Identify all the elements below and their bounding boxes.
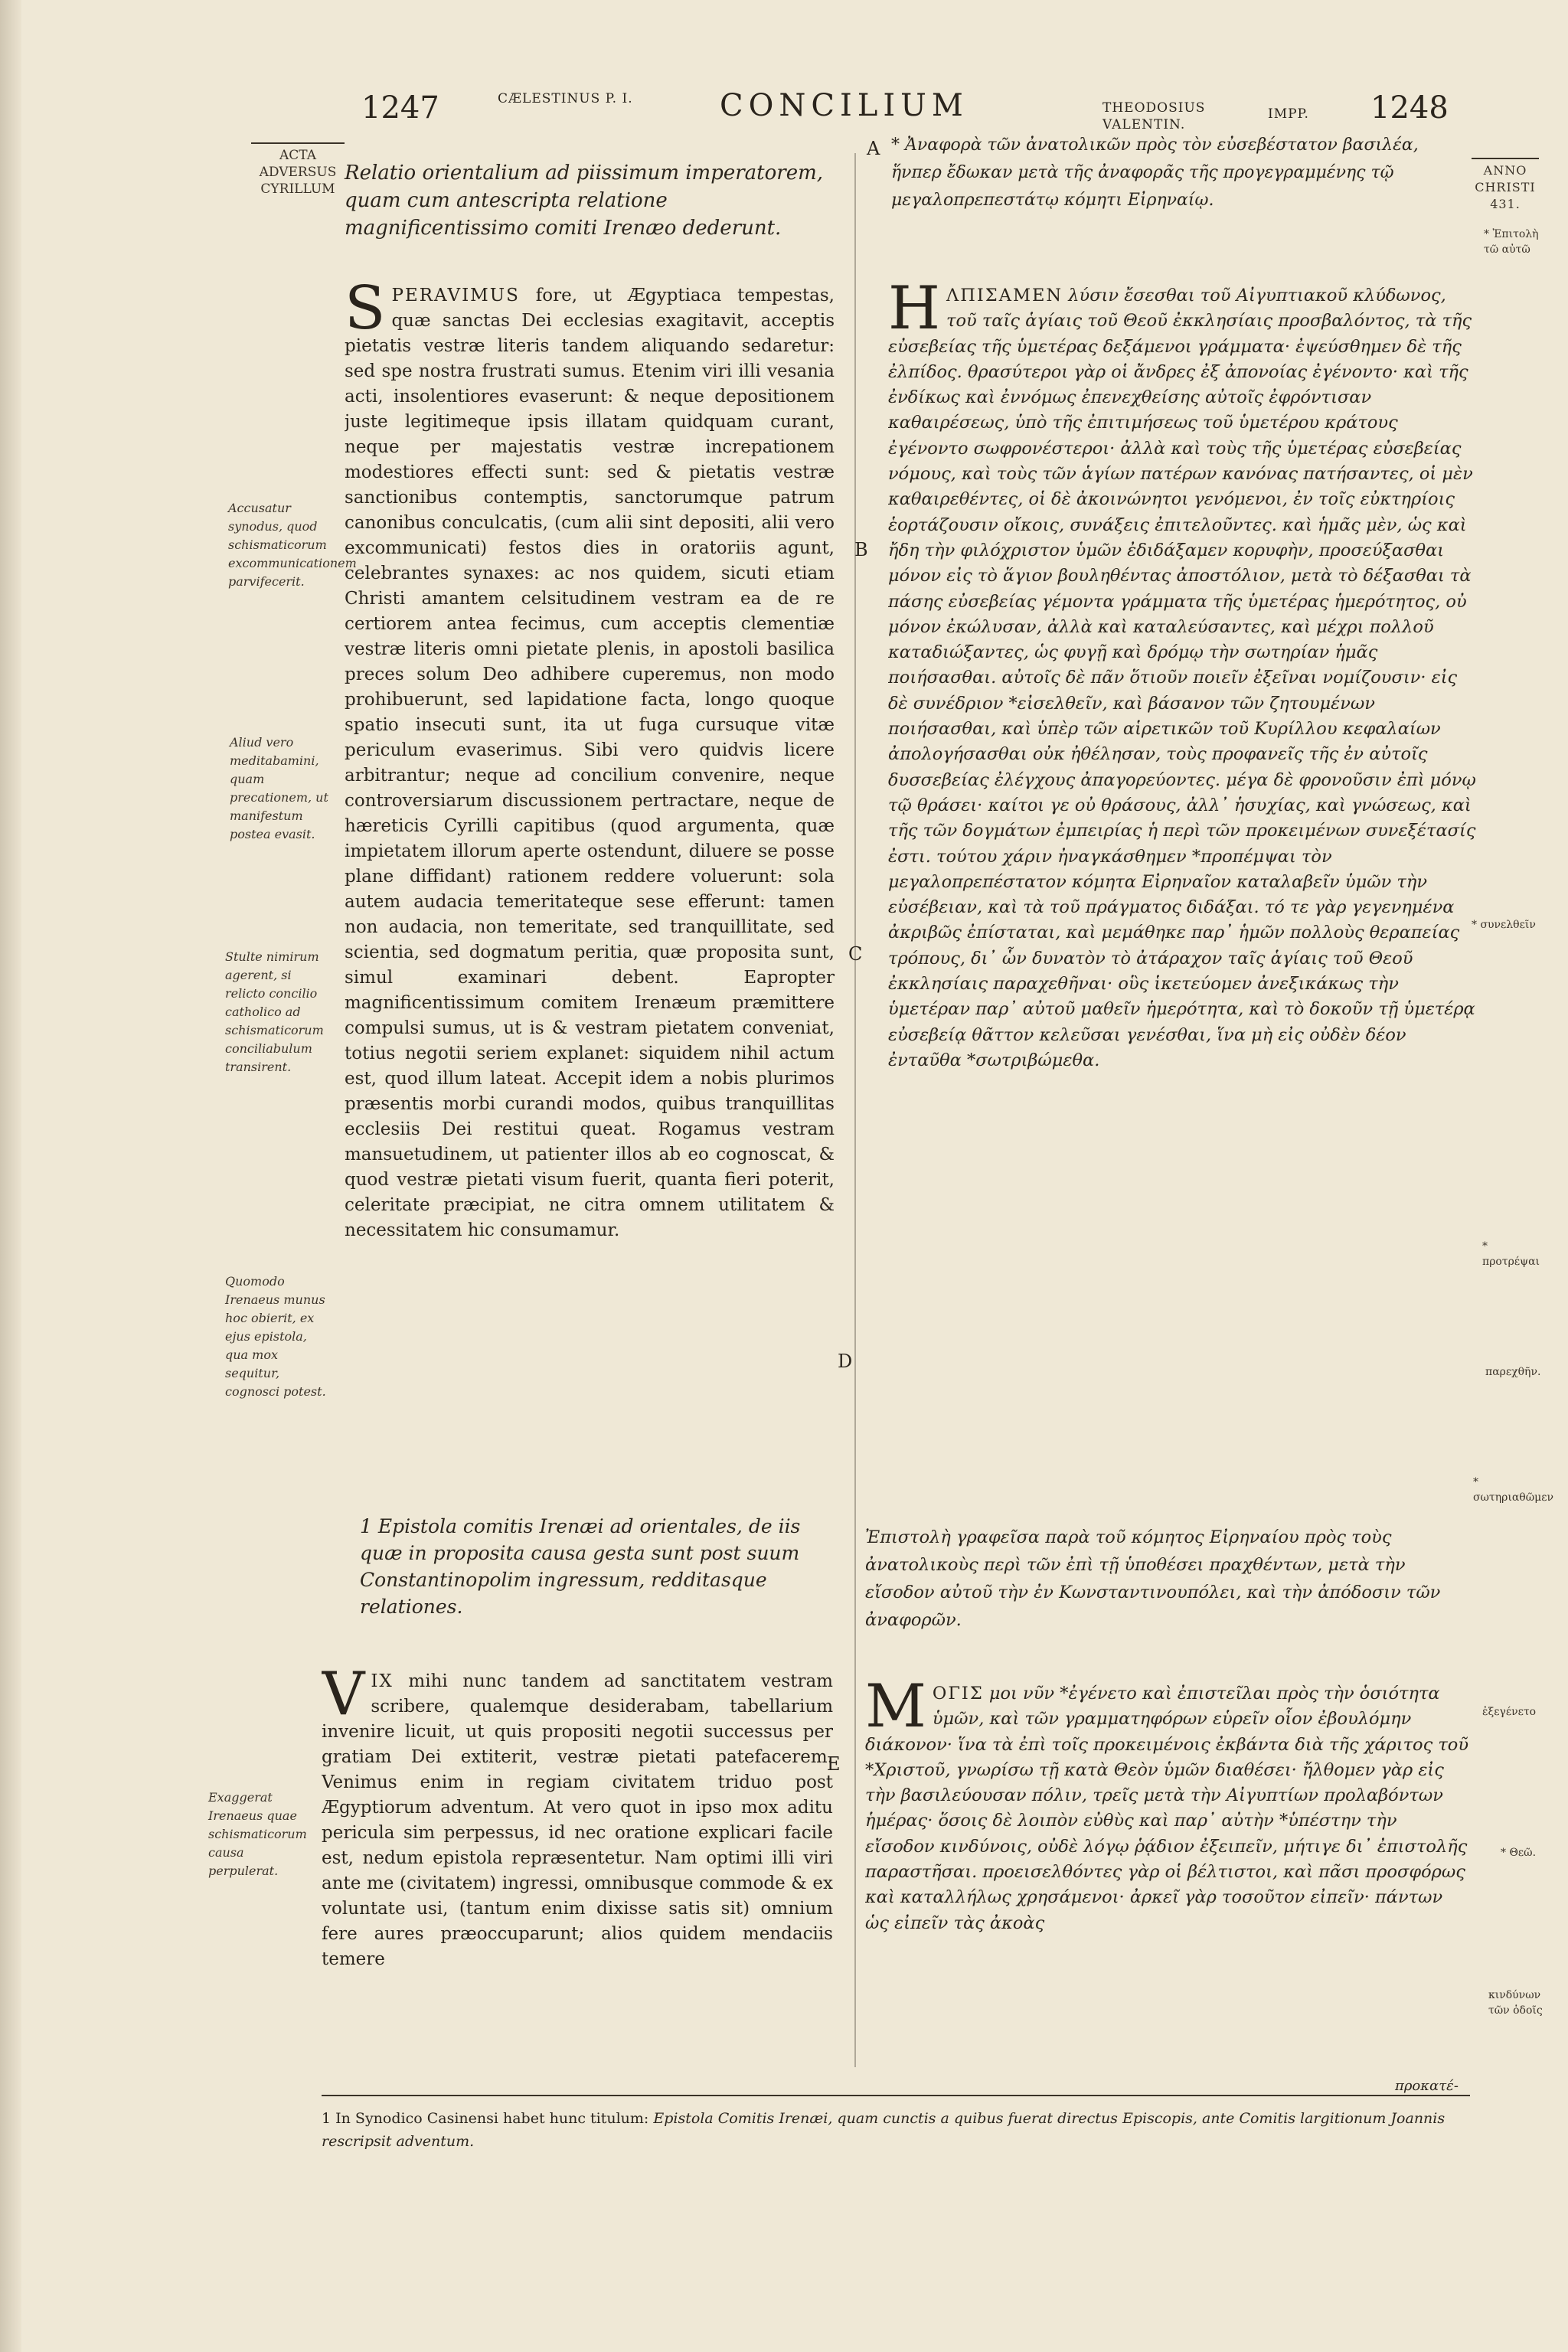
footnote-number: 1 xyxy=(322,2110,332,2127)
margin-anno: ANNO CHRISTI 431. xyxy=(1472,158,1539,213)
margin-right-note-2: * συνελθεῖν xyxy=(1472,919,1536,931)
latin-heading-1: Relatio orientalium ad piissimum imperatorem, quam cum antescripta relatione magnificentissimo comiti Irenæo dederunt. xyxy=(345,162,824,240)
latin-paragraph-2 xyxy=(322,1669,833,2061)
greek-paragraph-2 xyxy=(865,1681,1470,2049)
footnote-title: Epistola Comitis Irenæi, quam cunctis a quibus fuerat directus Episcopis, ante Comitis largitionum Joannis rescripsit adventum. xyxy=(322,2110,1446,2150)
margin-right-note-3: * προτρέψαι xyxy=(1482,1240,1540,1268)
margin-right-note-6: ἐξεγένετο xyxy=(1482,1706,1537,1718)
greek-lead-2: ΟΓΙΣ xyxy=(932,1684,984,1704)
column-divider xyxy=(854,153,856,2067)
greek-text-1: λύσιν ἔσεσθαι τοῦ Αἰγυπτιακοῦ κλύδωνος, τοῦ ταῖς ἁγίαις τοῦ Θεοῦ ἐκκλησίαις προσβαλόντος, τὰ τῆς εὐσεβείας τῆς ὑμετέρας δεξάμενοι γράμματα· ἐψεύσθημεν δὲ τῆς ἐλπίδος. θρασύτεροι γὰρ οἱ ἄνδρες ἐξ ἀπονοίας ἐγένοντο· καὶ τῆς ἐνδίκως καὶ ἐννόμως ἐπενεχθείσης αὐτοῖς ἐφρόντισαν καθαιρέσεως, ὑπὸ τῆς ἐπιτιμήσεως τοῦ ὑμετέρου κράτους ἐγένοντο σωφρονέστεροι· ἀλλὰ καὶ τοὺς τῆς ὑμετέρας εὐσεβείας νόμους, καὶ τοὺς τῶν ἁγίων πατέρων κανόνας πατήσαντες, οἱ μὲν καθαιρεθέντες, οἱ δὲ ἀκοινώνητοι γενόμενοι, ἐν τοῖς εὐκτηρίοις ἑορτάζουσιν οἴκοις, συνάξεις ἐπιτελοῦντες. καὶ ἡμᾶς μὲν, ὡς καὶ ἤδη τὴν φιλόχριστον ὑμῶν ἐδιδάξαμεν κορυφὴν, προσεύξασθαι μόνον εἰς τὸ ἅγιον βουληθέντας ἀποστόλιον, μετὰ τὸ δέξασθαι τὰ πάσης εὐσεβείας γέμοντα γράμματα τῆς ὑμετέρας ἡμερότητος, οὐ μόνον ἐκώλυσαν, ἀλλὰ καὶ καταλεύσαντες, καὶ μέχρι πολλοῦ καταδιώξαντες, ὡς φυγῇ καὶ δρόμῳ τὴν σωτηρίαν ἡμᾶς ποιήσασθαι. αὐτοῖς δὲ πᾶν ὅτιοῦν ποιεῖν ἐξεῖναι νομίζουσιν· εἰς δὲ συνέδριον *εἰσελθεῖν, καὶ βάσανον τῶν ζητουμένων ποιήσασθαι, καὶ ὑπὲρ τῶν αἱρετικῶν τοῦ Κυρίλλου κεφαλαίων ἀπολογήσασθαι οὐκ ἠθέλησαν, τοὺς προφανεῖς τῆς ἐν αὐτοῖς δυσσεβείας ἐλέγχους ἀπαγορεύοντες. μέγα δὲ φρονοῦσιν ἐπὶ μόνῳ τῷ θράσει· καίτοι γε οὐ θράσους, ἀλλ᾽ ἡσυχίας, καὶ γνώσεως, καὶ τῆς τῶν δογμάτων ἐμπειρίας ἡ περὶ τῶν προκειμένων συνεξέτασίς ἐστι. τούτου χάριν ἠναγκάσθημεν *προπέμψαι τὸν μεγαλοπρεπέστατον κόμητα Εἰρηναῖον καταλαβεῖν ὑμῶν τὴν εὐσέβειαν, καὶ τὰ τοῦ πράγματος διδάξαι. τό τε γὰρ γεγενημένα ἀκριβῶς ἐπίσταται, καὶ μεμάθηκε παρ᾽ ἡμῶν πολλοὺς θεραπείας τρόπους, δι᾽ ὧν δυνατὸν τὸ ἀτάραχον ταῖς ἁγίαις τοῦ Θεοῦ ἐκκλησίαις παραχεθῆναι· οὓς ἱκετεύομεν ἀνεξικάκως τὴν ὑμετέραν παρ᾽ αὐτοῦ μαθεῖν ἡμερότητα, καὶ τὸ δοκοῦν τῇ ὑμετέρᾳ εὐσεβείᾳ θᾶττον κελεῦσαι γενέσθαι, ἵνα μὴ εἰς οὐδὲν δέον ἐνταῦθα *σωτριβώμεθα. xyxy=(888,286,1476,1070)
header-pope: CÆLESTINUS P. I. xyxy=(498,91,633,106)
margin-right-note-8: κινδύνων τῶν ὁδοῖς xyxy=(1488,1989,1543,2017)
page-number-left: 1247 xyxy=(361,90,439,126)
greek-lead-1: ΛΠΙΣΑΜΕΝ xyxy=(946,286,1063,305)
section-letter-d: D xyxy=(838,1351,853,1372)
margin-right-note-4: παρεχθῆν. xyxy=(1485,1366,1541,1378)
dropcap-eta: Η xyxy=(888,283,941,343)
dropcap-mu: Μ xyxy=(865,1681,926,1741)
margin-right-note-7: * Θεῶ. xyxy=(1501,1847,1537,1859)
margin-right-note-1: * Ἐπιτολὴ τῶ αὐτῶ xyxy=(1484,228,1539,256)
greek-heading-2: Ἐπιστολὴ γραφεῖσα παρὰ τοῦ κόμητος Εἰρηναίου πρὸς τοὺς ἀνατολικοὺς περὶ τῶν ἐπὶ τῇ ὑποθέσει πραχθέντων, μετὰ τὴν εἴσοδον αὐτοῦ τὴν ἐν Κωνσταντινουπόλει, καὶ τὴν ἀπόδοσιν τῶν ἀναφορῶν. xyxy=(865,1527,1441,1630)
latin-paragraph-1 xyxy=(345,283,835,1474)
margin-note-3: Stulte nimirum agerent, si relicto concilio catholico ad schismaticorum conciliabulum transirent. xyxy=(225,949,324,1074)
binding-gutter xyxy=(0,0,21,2352)
section-letter-c: C xyxy=(848,943,863,965)
section-letter-e: E xyxy=(827,1753,841,1775)
latin-lead-1: PERAVIMUS xyxy=(391,286,520,305)
margin-note-1: Accusatur synodus, quod schismaticorum excommunicationem parvifecerit. xyxy=(228,501,357,589)
header-emperors: THEODOSIUS VALENTIN. xyxy=(1102,100,1206,132)
footnote-rule xyxy=(322,2095,1470,2096)
greek-text-2: μοι νῦν *ἐγένετο καὶ ἐπιστεῖλαι πρὸς τὴν ὁσιότητα ὑμῶν, καὶ τῶν γραμματηφόρων εὑρεῖν οἷον ἐβουλόμην διάκονον· ἵνα τὰ ἐπὶ τοῖς προκειμένοις ἐκβάντα διὰ τῆς χάριτος τοῦ *Χριστοῦ, γνωρίσω τῇ κατὰ Θεὸν ὑμῶν διαθέσει· ἤλθομεν γὰρ εἰς τὴν βασιλεύουσαν πόλιν, τρεῖς μετὰ τὴν Αἰγυπτίων προλαβόντων ἡμέρας· ὅσοις δὲ λοιπὸν εὐθὺς καὶ παρ᾽ αὐτὴν *ὑπέστην τὴν εἴσοδον κινδύνοις, οὐδὲ λόγῳ ῥᾴδιον ἐξειπεῖν, μήτιγε δι᾽ ἐπιστολῆς παραστῆσαι. προεισελθόντες γὰρ οἱ βέλτιστοι, καὶ πᾶσι προσφόρως καὶ καταλλήλως χρησάμενοι· ἀρκεῖ γὰρ τοσοῦτον εἰπεῖν· πάντων ὡς εἰπεῖν τὰς ἀκοὰς xyxy=(865,1684,1469,1933)
header-impp: IMPP. xyxy=(1268,106,1309,122)
footnote xyxy=(322,2107,1470,2153)
margin-note-4: Quomodo Irenaeus munus hoc obierit, ex ejus epistola, qua mox sequitur, cognosci potest. xyxy=(225,1274,326,1399)
margin-note-2: Aliud vero meditabamini, quam precationem, ut manifestum postea evasit. xyxy=(230,735,328,841)
latin-text-2: mihi nunc tandem ad sanctitatem vestram scribere, qualemque desiderabam, tabellarium invenire licuit, ut quis propositi negotii successus per gratiam Dei extiterit, vestræ pietati patefacerem. Venimus enim in regiam civitatem triduo post Ægyptiorum adventum. At vero quot in ipso mox aditu pericula sim perpessus, id nec oratione explicari facile est, nedum epistola repræsentetur. Nam optimi illi viri ante me (civitatem) ingressi, omnibusque commode & ex voluntate usi, (tantum enim dixisse satis sit) omnium fere aures præoccuparunt; alios quidem mendaciis temere xyxy=(322,1671,833,1969)
section-letter-b: B xyxy=(854,539,868,560)
latin-text-1: fore, ut Ægyptiaca tempestas, quæ sanctas Dei ecclesias exagitavit, acceptis pietatis vestræ literis tandem aliquando sedaretur: sed spe nostra frustrati sumus. Etenim viri illi vesania acti, insolentiores evaserunt: & neque depositionem juste legitimeque ipsis illatam quidquam curant, neque per majestatis vestræ increpationem modestiores effecti sunt: sed & pietatis vestræ sanctionibus contemptis, sanctorumque patrum canonibus conculcatis, (cum alii sint depositi, alii vero excommunicati) festos dies in oratoriis agunt, celebrantes synaxes: ac nos quidem, sicuti etiam Christi amantem celsitudinem vestram ea de re certiorem antea fecimus, cum acceptis clementiæ vestræ literis omni pietate plenis, in apostoli basilica preces solum Deo adhibere cuperemus, non modo prohibuerunt, sed lapidatione facta, longo quoque spatio insecuti sunt, ita ut fuga cursuque vitæ periculum evaserimus. Sibi vero quidvis licere arbitrantur; neque ad concilium convenire, neque controversiarum discussionem pertractare, neque de hæreticis Cyrilli capitibus (quod argumenta, quæ impietatem illorum aperte ostendunt, diluere se posse plane diffidant) rationem reddere voluerunt: sola autem audacia temeritateque sese efferunt: tamen non audacia, non temeritate, sed tranquillitate, sed scientia, sed dogmatum peritia, quæ proposita sunt, simul examinari debent. Eapropter magnificentissimum comitem Irenæum præmittere compulsi sumus, ut is & vestram pietatem conveniat, totius negotii seriem explanet: siquidem nihil actum est, quod illum lateat. Accepit idem a nobis plurimos præsentis morbi curandi modos, quibus tranquillitas ecclesiis Dei restitui queat. Rogamus vestram mansuetudinem, ut patienter illos ab eo cognoscat, & quod vestræ pietati visum fuerit, quanta fieri poterit, celeritate præcipiat, ne citra omnem utilitatem & necessitatem hic consumamur. xyxy=(345,286,835,1240)
section-letter-a: A xyxy=(867,138,880,159)
catchword: προκατέ- xyxy=(1395,2078,1459,2094)
footnote-text: In Synodico Casinensi habet hunc titulum: xyxy=(335,2110,649,2127)
running-title: CONCILIUM xyxy=(720,88,969,123)
margin-acta: ACTA ADVERSUS CYRILLUM xyxy=(251,142,345,198)
latin-heading-2: 1 Epistola comitis Irenæi ad orientales, de iis quæ in proposita causa gesta sunt post suum Constantinopolim ingressum, redditasque relationes. xyxy=(360,1515,801,1618)
dropcap-v: V xyxy=(322,1669,365,1729)
greek-paragraph-1 xyxy=(888,283,1478,1508)
latin-lead-2: IX xyxy=(371,1671,394,1691)
page-number-right: 1248 xyxy=(1370,90,1449,126)
dropcap-s: S xyxy=(345,283,386,343)
greek-heading-1: * Ἀναφορὰ τῶν ἀνατολικῶν πρὸς τὸν εὐσεβέστατον βασιλέα, ἥνπερ ἔδωκαν μετὰ τῆς ἀναφορᾶς τῆς προγεγραμμένης τῷ μεγαλοπρεπεστάτῳ κόμητι Εἰρηναίῳ. xyxy=(891,136,1419,210)
margin-right-note-5: * σωτηριαθῶμεν xyxy=(1473,1476,1553,1504)
margin-note-5: Exaggerat Irenaeus quae schismaticorum causa perpulerat. xyxy=(208,1790,307,1878)
